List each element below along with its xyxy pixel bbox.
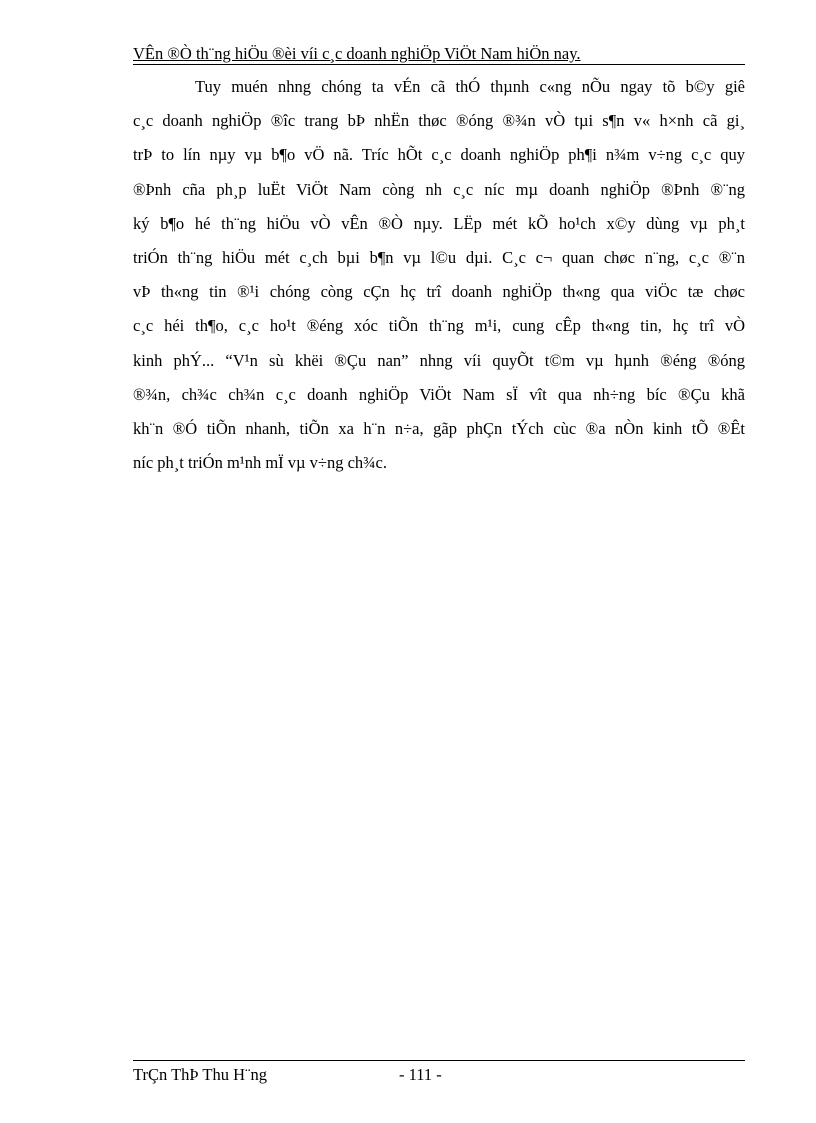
paragraph-line: vÞ th«ng tin ®¹i chóng còng cÇn hç trî doanh nghiÖp th«ng qua viÖc tæ chøc [133, 282, 745, 302]
paragraph-line: níc ph¸t triÓn m¹nh mÏ vµ v÷ng ch¾c. [133, 453, 388, 473]
paragraph-line: Tuy muén nhng chóng ta vÉn cã thÓ thµnh c«ng nÕu ngay tõ b©y giê [195, 77, 745, 96]
paragraph-line: kh¨n ®Ó tiÕn nhanh, tiÕn xa h¨n n÷a, gãp phÇn tÝch cùc ®a nÒn kinh tÕ ®Êt [133, 418, 745, 438]
header-divider [133, 64, 745, 65]
paragraph-line: ®¾n, ch¾c ch¾n c¸c doanh nghiÖp ViÖt Nam sÏ vît qua nh÷ng bíc ®Çu khã [133, 384, 745, 404]
paragraph-line: kinh phÝ... “V¹n sù khëi ®Çu nan” nhng víi quyÕt t©m vµ hµnh ®éng ®óng [133, 350, 745, 370]
footer-author: TrÇn ThÞ Thu H¨ng [133, 1065, 268, 1084]
body-paragraph [133, 70, 745, 480]
paragraph-line: ký b¶o hé th¨ng hiÖu vÒ vÊn ®Ò nµy. LËp mét kÕ ho¹ch x©y dùng vµ ph¸t [133, 213, 745, 233]
paragraph-line: ®Þnh cña ph¸p luËt ViÖt Nam còng nh c¸c níc mµ doanh nghiÖp ®Þnh ®¨ng [133, 179, 745, 199]
footer-divider [133, 1060, 745, 1061]
paragraph-line: triÓn th¨ng hiÖu mét c¸ch bµi b¶n vµ l©u dµi. C¸c c¬ quan chøc n¨ng, c¸c ®¨n [133, 247, 745, 267]
paragraph-line: trÞ to lín nµy vµ b¶o vÖ nã. Tríc hÕt c¸c doanh nghiÖp ph¶i n¾m v÷ng c¸c quy [133, 145, 745, 165]
page-number: - 111 - [399, 1065, 442, 1084]
page-header: VÊn ®Ò th¨ng hiÖu ®èi víi c¸c doanh nghiÖp ViÖt Nam hiÖn nay. [133, 44, 581, 63]
paragraph-line: c¸c doanh nghiÖp ®îc trang bÞ nhËn thøc ®óng ®¾n vÒ tµi s¶n v« h×nh cã gi¸ [133, 111, 745, 131]
paragraph-line: c¸c héi th¶o, c¸c ho¹t ®éng xóc tiÕn th¨ng m¹i, cung cÊp th«ng tin, hç trî vÒ [133, 316, 745, 336]
